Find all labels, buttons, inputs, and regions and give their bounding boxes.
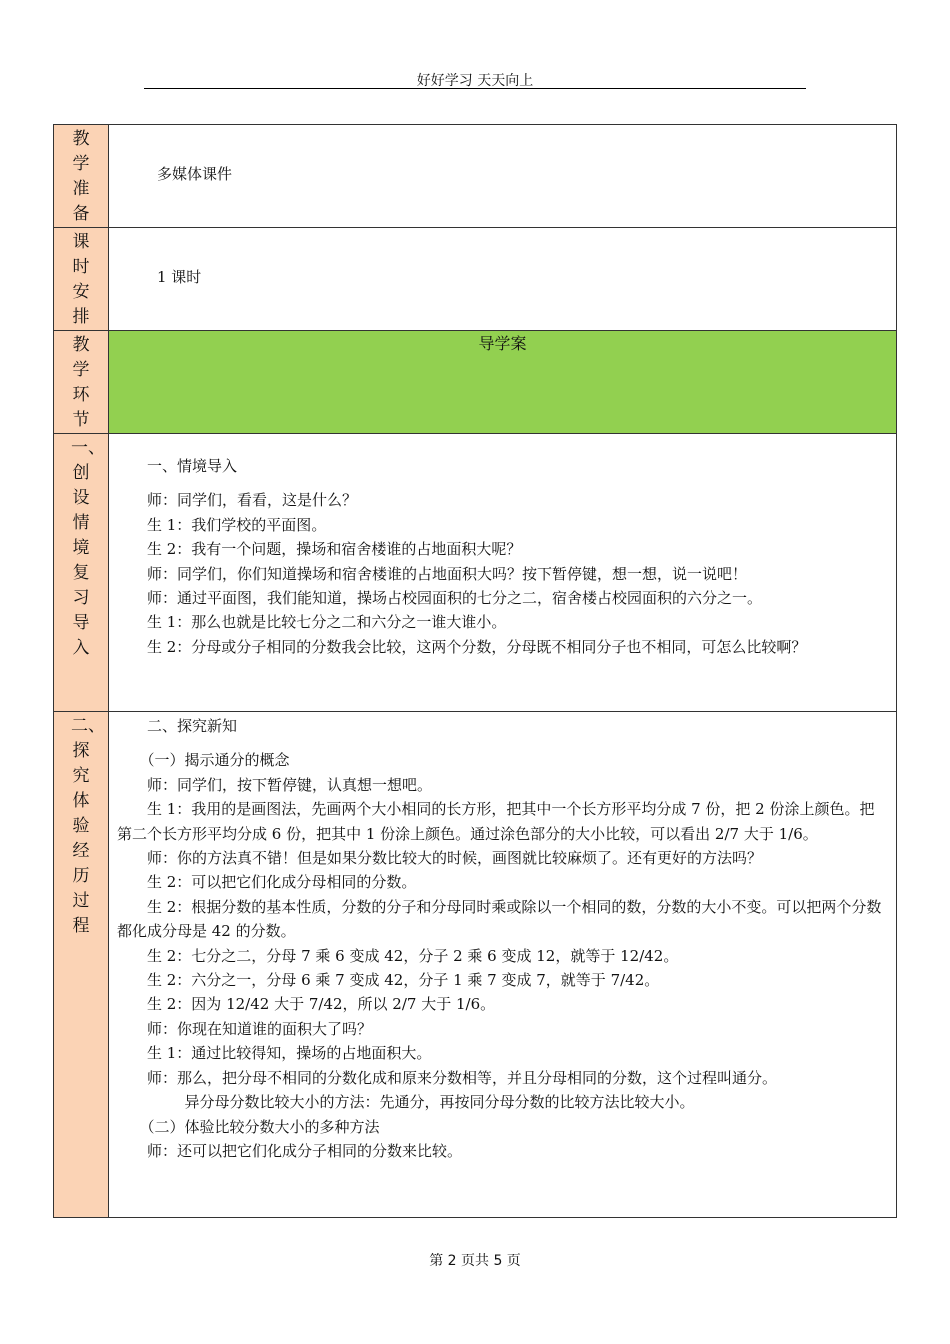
lesson-plan-table [53, 124, 897, 1218]
header-divider [144, 88, 806, 89]
dialogue-line: 生 2：七分之二，分母 7 乘 6 变成 42，分子 2 乘 6 变成 12，就等于 12/42。 [147, 946, 679, 965]
row-teaching-step [54, 331, 897, 434]
dialogue-line: 生 1：我用的是画图法，先画两个大小相同的长方形，把其中一个长方形平均分成 7 份，把 2 份涂上颜色。把第二个长方形平均分成 6 份，把其中 1 份涂上颜色。通过涂色部分的大小比较，可以看出 2/7 大于 1/6。 [117, 800, 875, 843]
label-text: 一、创设情境 复习导入 [71, 438, 105, 658]
row-explore-experience [54, 712, 897, 1218]
prep-text: 多媒体课件 [157, 165, 233, 183]
dialogue-line: 师：同学们，你们知道操场和宿舍楼谁的占地面积大吗？按下暂停键，想一想，说一说吧！ [147, 564, 748, 583]
page-header: 好好学习 天天向上 [416, 73, 534, 89]
label-text: 教学准备 [72, 129, 90, 224]
dialogue-line: 师：那么，把分母不相同的分数化成和原来分数相等，并且分母相同的分数，这个过程叫通分。 [147, 1068, 778, 1087]
dialogue-line: 生 2：分母或分子相同的分数我会比较，这两个分数，分母既不相同分子也不相同，可怎么比较啊？ [147, 637, 807, 656]
label-text: 课时安排 [72, 232, 90, 327]
dialogue-line: 生 1：通过比较得知，操场的占地面积大。 [147, 1044, 432, 1063]
label-text: 教学环节 [72, 335, 90, 430]
dialogue-line: 生 2：因为 12/42 大于 7/42，所以 2/7 大于 1/6。 [147, 995, 496, 1014]
content-class-hours [109, 228, 897, 331]
row-class-hours [54, 228, 897, 331]
hours-text: 1 课时 [157, 268, 202, 286]
dialogue-line: 生 1：我们学校的平面图。 [147, 515, 327, 534]
subsection-title: （二）体验比较分数大小的多种方法 [139, 1117, 380, 1136]
label-create-situation [54, 434, 109, 712]
row-teaching-prep [54, 125, 897, 228]
dialogue-line: 生 2：我有一个问题，操场和宿舍楼谁的占地面积大呢？ [147, 540, 522, 559]
subsection-title: （一）揭示通分的概念 [139, 751, 290, 770]
dialogue-line: 生 2：可以把它们化成分母相同的分数。 [147, 873, 417, 892]
page-footer: 第 2 页共 5 页 [429, 1253, 521, 1269]
dialogue-line: 师：同学们，看看，这是什么？ [147, 491, 358, 510]
label-explore-experience [54, 712, 109, 1218]
row-create-situation [54, 434, 897, 712]
dialogue-line: 生 2：六分之一，分母 6 乘 7 变成 42，分子 1 乘 7 变成 7，就等于 7/42。 [147, 971, 660, 990]
label-text: 二、探究体验 经历过程 [71, 716, 105, 936]
label-class-hours [54, 228, 109, 331]
content-create-situation [109, 434, 897, 712]
dialogue-line: 师：同学们，按下暂停键，认真想一想吧。 [147, 775, 433, 794]
dialogue-line: 师：你的方法真不错！但是如果分数比较大的时候，画图就比较麻烦了。还有更好的方法吗？ [147, 849, 763, 868]
dialogue-line: 生 1：那么也就是比较七分之二和六分之一谁大谁小。 [147, 613, 507, 632]
dialogue-line: 生 2：根据分数的基本性质，分数的分子和分母同时乘或除以一个相同的数，分数的大小不变。可以把两个分数都化成分母是 42 的分数。 [117, 897, 882, 941]
content-teaching-prep [109, 125, 897, 228]
section-title: 二、探究新知 [147, 717, 238, 735]
label-teaching-prep [54, 125, 109, 228]
content-explore-experience [109, 712, 897, 1218]
guide-plan-header: 导学案 [109, 331, 897, 434]
method-summary: 异分母分数比较大小的方法：先通分，再按同分母分数的比较方法比较大小。 [184, 1093, 695, 1112]
section-title: 一、情境导入 [147, 457, 238, 475]
dialogue-line: 师：通过平面图，我们能知道，操场占校园面积的七分之二，宿舍楼占校园面积的六分之一。 [147, 589, 763, 608]
dialogue-line: 师：你现在知道谁的面积大了吗？ [147, 1019, 373, 1038]
label-teaching-step [54, 331, 109, 434]
dialogue-line: 师：还可以把它们化成分子相同的分数来比较。 [147, 1141, 463, 1160]
